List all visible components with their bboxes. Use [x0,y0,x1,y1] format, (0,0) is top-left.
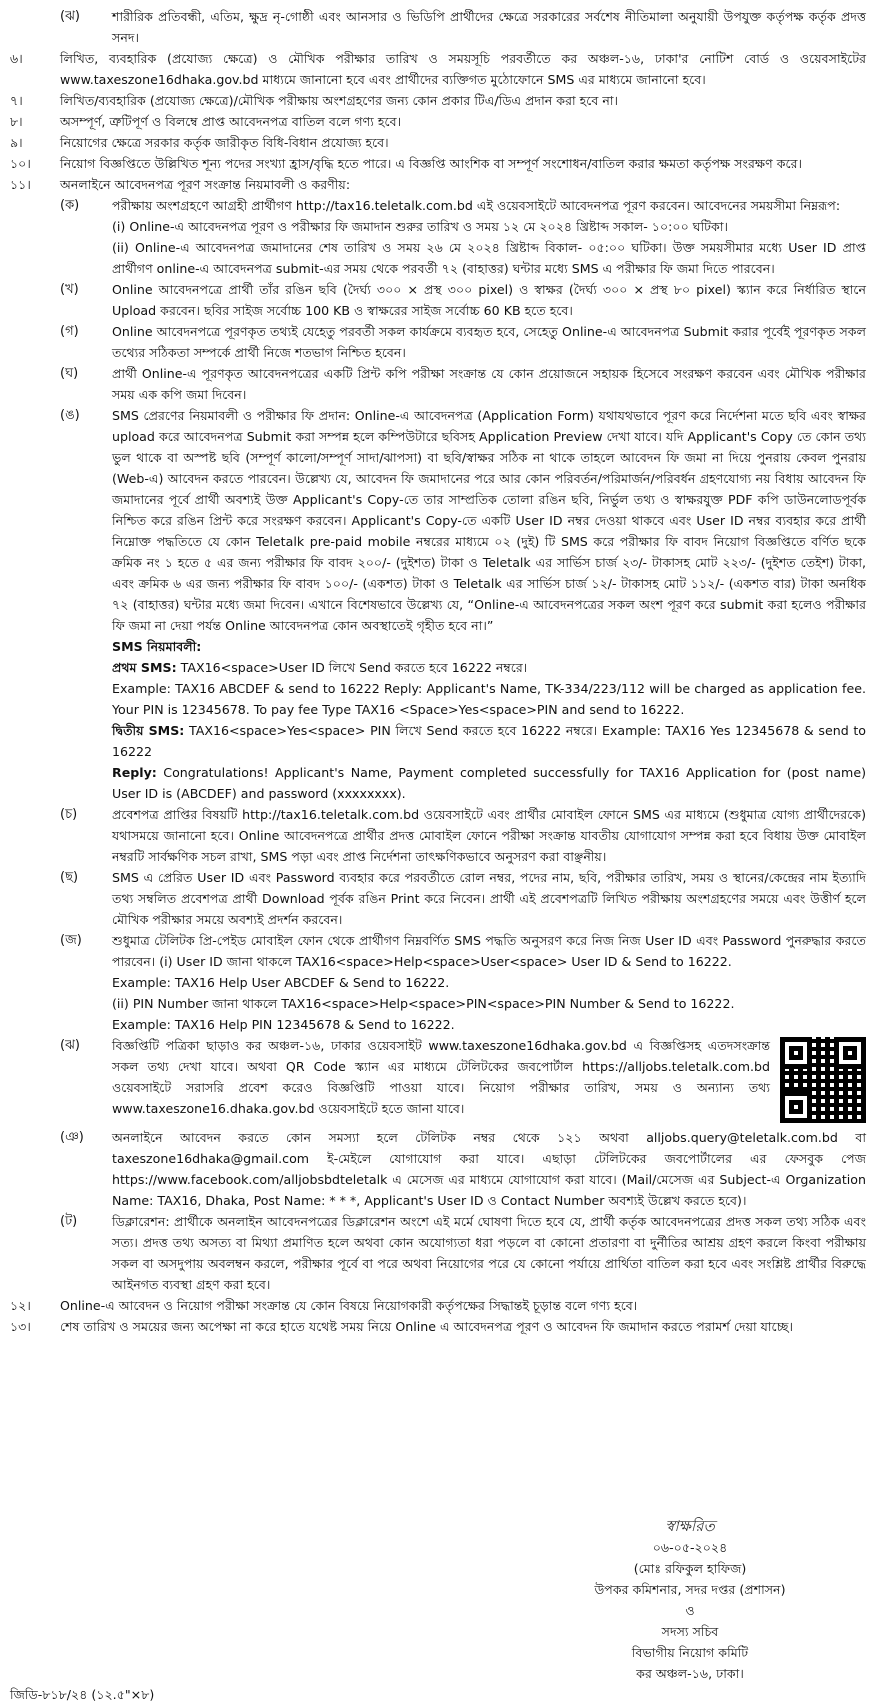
reply-label: Reply: [112,765,157,780]
clause-text: লিখিত, ব্যবহারিক (প্রযোজ্য ক্ষেত্রে) ও মৌখিক পরীক্ষার তারিখ ও সময়সূচি পরবর্তীতে কর অঞ্চল-১৬, ঢাকা'র নোটিশ বোর্ড ও ওয়েবসাইটের www.taxeszone16dhaka.gov.bd মাধ্যমে জানানো হবে এবং প্রার্থীদের ব্যক্তিগত মুঠোফোনে SMS এর মাধ্যমে জানানো হবে। [60,51,866,87]
signatory-name: (মোঃ রফিকুল হাফিজ) [633,1561,747,1576]
clause-number: ১২। [10,1298,31,1313]
item-marker: (ঝ) [60,9,80,24]
first-sms-example: Example: TAX16 ABCDEF & send to 16222 Reply: Applicant's Name, TK-334/223/112 will be charged as application fee. Your PIN is 12345678. To pay fee Type TAX16 <Space>Yes<space>PIN and send to 16222. [112,681,866,717]
signature-block [580,1516,800,1684]
item-ga [10,321,866,363]
clause-10 [10,153,866,174]
clause-number: ১৩। [10,1319,31,1334]
first-sms-label: প্রথম SMS: [112,660,177,675]
item-uma [10,405,866,804]
clause-text: লিখিত/ব্যবহারিক (প্রযোজ্য ক্ষেত্রে)/মৌখিক পরীক্ষায় অংশগ্রহণের জন্য কোন প্রকার টিএ/ডিএ প্রদান করা হবে না। [60,93,619,108]
item-nya [10,1127,866,1211]
recovery-example-user: Example: TAX16 Help User ABCDEF & Send to 16222. [112,975,450,990]
first-sms-text: TAX16<space>User ID লিখে Send করতে হবে 16222 নম্বরে। [176,660,528,675]
signatory-committee: বিভাগীয় নিয়োগ কমিটি [631,1645,749,1660]
sms-fee-text: SMS প্রেরণের নিয়মাবলী ও পরীক্ষার ফি প্রদান: Online-এ আবেদনপত্র (Application Form) যথাযথভাবে পূরণ করে নির্দেশনা মতে ছবি এবং স্বাক্ষর upload করে আবেদনপত্র Submit করা সম্পন্ন হলে কম্পিউটারে ছবিসহ Application Preview দেখা যাবে। যদি Applicant's Copy তে কোন তথ্য ভুল থাকে বা অস্পষ্ট ছবি (সম্পূর্ণ কালো/সম্পূর্ণ সাদা/ঝাপসা) বা ছবি/স্বাক্ষর সঠিক না থাকে তাহলে আবেদন ফি জমা না দিয়ে পুনরায় কেবল পুনরায় (Web-এ) আবেদন করতে পারবেন। উল্লেখ্য যে, আবেদন ফি জমাদানের পরে আর কোন পরিবর্তন/পরিমার্জন/পরিবর্ধন গ্রহণযোগ্য নয় বিধায় আবেদন ফি জমাদানের পূর্বে প্রার্থী অবশ্যই উক্ত Applicant's Copy-তে তার সাম্প্রতিক তোলা রঙিন ছবি, নির্ভুল তথ্য ও স্বাক্ষরযুক্ত PDF কপি ডাউনলোডপূর্বক নিশ্চিত করে রঙিন প্রিন্ট করে সংরক্ষণ করবেন। Applicant's Copy-তে একটি User ID নম্বর দেওয়া থাকবে এবং User ID নম্বর ব্যবহার করে প্রার্থী নিম্নোক্ত পদ্ধতিতে যে কোন Teletalk pre-paid mobile নম্বরের মাধ্যমে ০২ (দুই) টি SMS করে পরীক্ষার ফি বাবদ নিয়োগ বিজ্ঞপ্তিতে বর্ণিত ছকে ক্রমিক নং ১ হতে ৫ এর জন্য পরীক্ষার ফি বাবদ ২০০/- (দুইশত) টাকা ও Teletalk এর সার্ভিস চার্জ ২৩/- টাকাসহ মোট ২২৩/- (দুইশত তেইশ) টাকা, এবং ক্রমিক ৬ এর জন্য পরীক্ষার ফি বাবদ ১০০/- (একশত) টাকা ও Teletalk এর সার্ভিস চার্জ ১২/- টাকাসহ মোট ১১২/- (একশত বার) টাকা অনধিক ৭২ (বাহাত্তর) ঘন্টার মধ্যে জমা দিবেন। এখানে বিশেষভাবে উল্লেখ্য যে, “Online-এ আবেদনপত্রের সকল অংশ পূরণ করে submit করা হলেও পরীক্ষার ফি জমা না দেয়া পর্যন্ত Online আবেদনপত্র কোন অবস্থাতেই গৃহীত হবে না।” [112,408,866,633]
item-ta [10,1211,866,1295]
item-text: ডিক্লারেশন: প্রার্থীকে অনলাইন আবেদনপত্রের ডিক্লারেশন অংশে এই মর্মে ঘোষণা দিতে হবে যে, প্রার্থী কর্তৃক আবেদনপত্রের প্রদত্ত সকল তথ্য সঠিক এবং সত্য। প্রদত্ত তথ্য অসত্য বা মিথ্যা প্রমাণিত হলে অথবা কোন অযোগ্যতা ধরা পড়লে বা কোনো প্রতারণা বা দুর্নীতির আশ্রয় গ্রহণ করলে কিংবা পরীক্ষায় সকল বা অসদুপায় অবলম্বন করলে, পরীক্ষার পূর্বে বা পরে অথবা নিয়োগের পরে যে কোনো পর্যায়ে প্রার্থিতা বাতিল করা হবে এবং সংশ্লিষ্ট প্রার্থীর বিরুদ্ধে আইনগত ব্যবস্থা গ্রহণ করা হবে। [112,1214,866,1292]
item-text: প্রার্থী Online-এ পূরণকৃত আবেদনপত্রের একটি প্রিন্ট কপি পরীক্ষা সংক্রান্ত যে কোন প্রয়োজনে সহায়ক হিসেবে সংরক্ষণ করবেন এবং মৌখিক পরীক্ষার সময় এক কপি জমা দিবেন। [112,366,866,402]
clause-number: ৮। [10,114,23,129]
recovery-text: শুধুমাত্র টেলিটক প্রি-পেইড মোবাইল ফোন থেকে প্রার্থীগণ নিম্নবর্ণিত SMS পদ্ধতি অনুসরণ করে নিজ নিজ User ID এবং Password পুনরুদ্ধার করতে পারবেন। (i) User ID জানা থাকলে TAX16<space>Help<space>User<space> User ID & Send to 16222. [112,933,866,969]
item-text: SMS এ প্রেরিত User ID এবং Password ব্যবহার করে পরবর্তীতে রোল নম্বর, পদের নাম, ছবি, পরীক্ষার তারিখ, সময় ও স্থানের/কেন্দ্রের নাম ইত্যাদি তথ্য সম্বলিত প্রবেশপত্র প্রার্থী Download পূর্বক রঙিন Print করে নিবেন। প্রার্থী এই প্রবেশপত্রটি লিখিত পরীক্ষায় অংশগ্রহণের সময়ে এবং উত্তীর্ণ হলে মৌখিক পরীক্ষার সময়ে অবশ্যই প্রদর্শন করবেন। [112,870,866,927]
item-marker: (ঙ) [60,408,80,423]
footer-code: জিডি-৮১৮/২৪ (১২.৫"×৮) [10,1687,155,1702]
clause-text: অসম্পূর্ণ, ত্রুটিপূর্ণ ও বিলম্বে প্রাপ্ত আবেদনপত্র বাতিল বলে গণ্য হবে। [60,114,402,129]
item-marker: (চ) [60,807,78,822]
item-marker: (খ) [60,282,79,297]
item-text: বিজ্ঞপ্তিটি পত্রিকা ছাড়াও কর অঞ্চল-১৬, ঢাকার ওয়েবসাইট www.taxeszone16dhaka.gov.bd এ বিজ্ঞপ্তিসহ এতদসংক্রান্ত সকল তথ্য দেখা যাবে। অথবা QR Code স্ক্যান এর মাধ্যমে টেলিটকের জবপোর্টাল https://alljobs.teletalk.com.bd ওয়েবসাইটে সরাসরি প্রবেশ করেও বিজ্ঞপ্তিটি পাওয়া যাবে। নিয়োগ পরীক্ষার তারিখ, সময় ও অন্যান্য তথ্য www.taxeszone16.dhaka.gov.bd ওয়েবসাইটে হতে জানা যাবে। [112,1038,770,1116]
item-text: প্রবেশপত্র প্রাপ্তির বিষয়টি http://tax16.teletalk.com.bd ওয়েবসাইটে এবং প্রার্থীর মোবাইল ফোনে SMS এর মাধ্যমে (শুধুমাত্র যোগ্য প্রার্থীদেরকে) যথাসময়ে জানানো হবে। Online আবেদনপত্রে প্রার্থীর প্রদত্ত মোবাইল ফোনে পরীক্ষা সংক্রান্ত যাবতীয় যোগাযোগ সম্পন্ন করা হবে বিধায় উক্ত মোবাইল নম্বরটি সার্বক্ষণিক সচল রাখা, SMS পড়া এবং প্রাপ্ত নির্দেশনা তাৎক্ষণিকভাবে অনুসরণ করা বাঞ্ছনীয়। [112,807,866,864]
second-sms-text: TAX16<space>Yes<space> PIN লিখে Send করতে হবে 16222 নম্বরে। Example: TAX16 Yes 12345678 & send to 16222 [112,723,867,759]
deadline-start: (i) Online-এ আবেদনপত্র পূরণ ও পরীক্ষার ফি জমাদান শুরুর তারিখ ও সময় ১২ মে ২০২৪ খ্রিষ্টাব্দ সকাল- ১০:০০ ঘটিকা। [112,219,728,234]
clause-number: ৯। [10,135,23,150]
reply-text: Congratulations! Applicant's Name, Payment completed successfully for TAX16 Application for (post name) User ID is (ABCDEF) and password (xxxxxxxx). [112,765,866,801]
item-gha [10,363,866,405]
item-marker: (ঝ) [60,1038,80,1053]
clause-9 [10,132,866,153]
recovery-pin-line: (ii) PIN Number জানা থাকলে TAX16<space>Help<space>PIN<space>PIN Number & Send to 16222. [112,996,735,1011]
clause-text: Online-এ আবেদন ও নিয়োগ পরীক্ষা সংক্রান্ত যে কোন বিষয়ে নিয়োগকারী কর্তৃপক্ষের সিদ্ধান্তই চূড়ান্ত বলে গণ্য হবে। [60,1298,638,1313]
clause-number: ৭। [10,93,23,108]
signature-date: ০৬-০৫-২০২৪ [652,1540,728,1555]
clause-number: ৬। [10,51,23,66]
clause-text: নিয়োগ বিজ্ঞপ্তিতে উল্লিখিত শূন্য পদের সংখ্যা হ্রাস/বৃদ্ধি হতে পারে। এ বিজ্ঞপ্তি আংশিক বা সম্পূর্ণ সংশোধন/বাতিল করার ক্ষমতা কর্তৃপক্ষ সংরক্ষণ করে। [60,156,803,171]
clause-text: শেষ তারিখ ও সময়ের জন্য অপেক্ষা না করে হাতে যথেষ্ট সময় নিয়ে Online এ আবেদনপত্র পূরণ ও আবেদন ফি জমাদান করতে পরামর্শ দেয়া যাচ্ছে। [60,1319,794,1334]
item-text: অনলাইনে আবেদন করতে কোন সমস্যা হলে টেলিটক নম্বর থেকে ১২১ অথবা alljobs.query@teletalk.com.bd বা taxeszone16dhaka@gmail.com ই-মেইলে যোগাযোগ করা যাবে। এছাড়া টেলিটকের জবপোর্টালের এর ফেসবুক পেজ https://www.facebook.com/alljobsbdteletalk এ মেসেজ এর মাধ্যমে যোগাযোগ করা যাবে। (Mail/মেসেজ এর Subject-এ Organization Name: TAX16, Dhaka, Post Name: * * *, Applicant's User ID ও Contact Number অবশ্যই উল্লেখ করতে হবে)। [112,1130,866,1208]
item-chha [10,867,866,930]
clause-12 [10,1295,866,1316]
item-intro: পরীক্ষায় অংশগ্রহণে আগ্রহী প্রার্থীগণ http://tax16.teletalk.com.bd এই ওয়েবসাইটে আবেদনপত্র পূরণ করবেন। আবেদনের সময়সীমা নিম্নরূপ: [112,198,841,213]
clause-7 [10,90,866,111]
item-marker: (গ) [60,324,79,339]
item-ja [10,930,866,1035]
clause-8 [10,111,866,132]
item-text: শারীরিক প্রতিবন্ধী, এতিম, ক্ষুদ্র নৃ-গোষ্ঠী এবং আনসার ও ভিডিপি প্রার্থীদের ক্ষেত্রে সরকারের সর্বশেষ নীতিমালা অনুযায়ী উপযুক্ত কর্তৃপক্ষ কর্তৃক প্রদত্ত সনদ। [112,9,866,45]
item-jha-top [10,6,866,48]
item-marker: (জ) [60,933,82,948]
item-text: Online আবেদনপত্রে প্রার্থী তাঁর রঙিন ছবি (দৈর্ঘ্য ৩০০ × প্রস্থ ৩০০ pixel) ও স্বাক্ষর (দৈর্ঘ্য ৩০০ × প্রস্থ ৮০ pixel) স্ক্যান করে নির্ধারিত স্থানে Upload করবেন। ছবির সাইজ সর্বোচ্চ 100 KB ও স্বাক্ষরের সাইজ সর্বোচ্চ 60 KB হতে হবে। [112,282,866,318]
item-jha [10,1035,866,1127]
deadline-end: (ii) Online-এ আবেদনপত্র জমাদানের শেষ তারিখ ও সময় ২৬ মে ২০২৪ খ্রিষ্টাব্দ বিকাল- ০৫:০০ ঘটিকা। উক্ত সময়সীমার মধ্যে User ID প্রাপ্ত প্রার্থীগণ online-এ আবেদনপত্র submit-এর সময় থেকে পরবর্তী ৭২ (বাহাত্তর) ঘন্টার মধ্যে SMS এ পরীক্ষার ফি জমা দিতে পারবেন। [112,240,866,276]
item-marker: (ঞ) [60,1130,84,1145]
signatory-title: উপকর কমিশনার, সদর দপ্তর (প্রশাসন) [594,1582,786,1597]
item-ka [10,195,866,279]
item-marker: (ছ) [60,870,79,885]
second-sms-label: দ্বিতীয় SMS: [112,723,185,738]
qr-code-icon[interactable] [780,1037,866,1123]
item-marker: (ঘ) [60,366,79,381]
recovery-example-pin: Example: TAX16 Help PIN 12345678 & Send to 16222. [112,1017,455,1032]
clause-number: ১১। [10,177,31,192]
clause-11 [10,174,866,195]
signatory-office: কর অঞ্চল-১৬, ঢাকা। [636,1666,744,1681]
sms-rules-heading: SMS নিয়মাবলী: [112,639,202,654]
item-marker: (ক) [60,198,80,213]
clause-number: ১০। [10,156,31,171]
clause-text: নিয়োগের ক্ষেত্রে সরকার কর্তৃক জারীকৃত বিধি-বিধান প্রযোজ্য হবে। [60,135,389,150]
clause-6 [10,48,866,90]
clause-text: অনলাইনে আবেদনপত্র পূরণ সংক্রান্ত নিয়মাবলী ও করণীয়: [60,177,351,192]
signatory-and: ও [685,1603,695,1618]
item-text: Online আবেদনপত্রে পূরণকৃত তথ্যই যেহেতু পরবর্তী সকল কার্যক্রমে ব্যবহৃত হবে, সেহেতু Online-এ আবেদনপত্র Submit করার পূর্বেই পূরণকৃত সকল তথ্যের সঠিকতা সম্পর্কে প্রার্থী নিজে শতভাগ নিশ্চিত হবেন। [112,324,866,360]
clause-13 [10,1316,866,1337]
item-cha [10,804,866,867]
handwritten-signature: স্বাক্ষরিত [665,1517,715,1535]
item-marker: (ট) [60,1214,78,1229]
item-kha [10,279,866,321]
signatory-role: সদস্য সচিব [661,1624,719,1639]
